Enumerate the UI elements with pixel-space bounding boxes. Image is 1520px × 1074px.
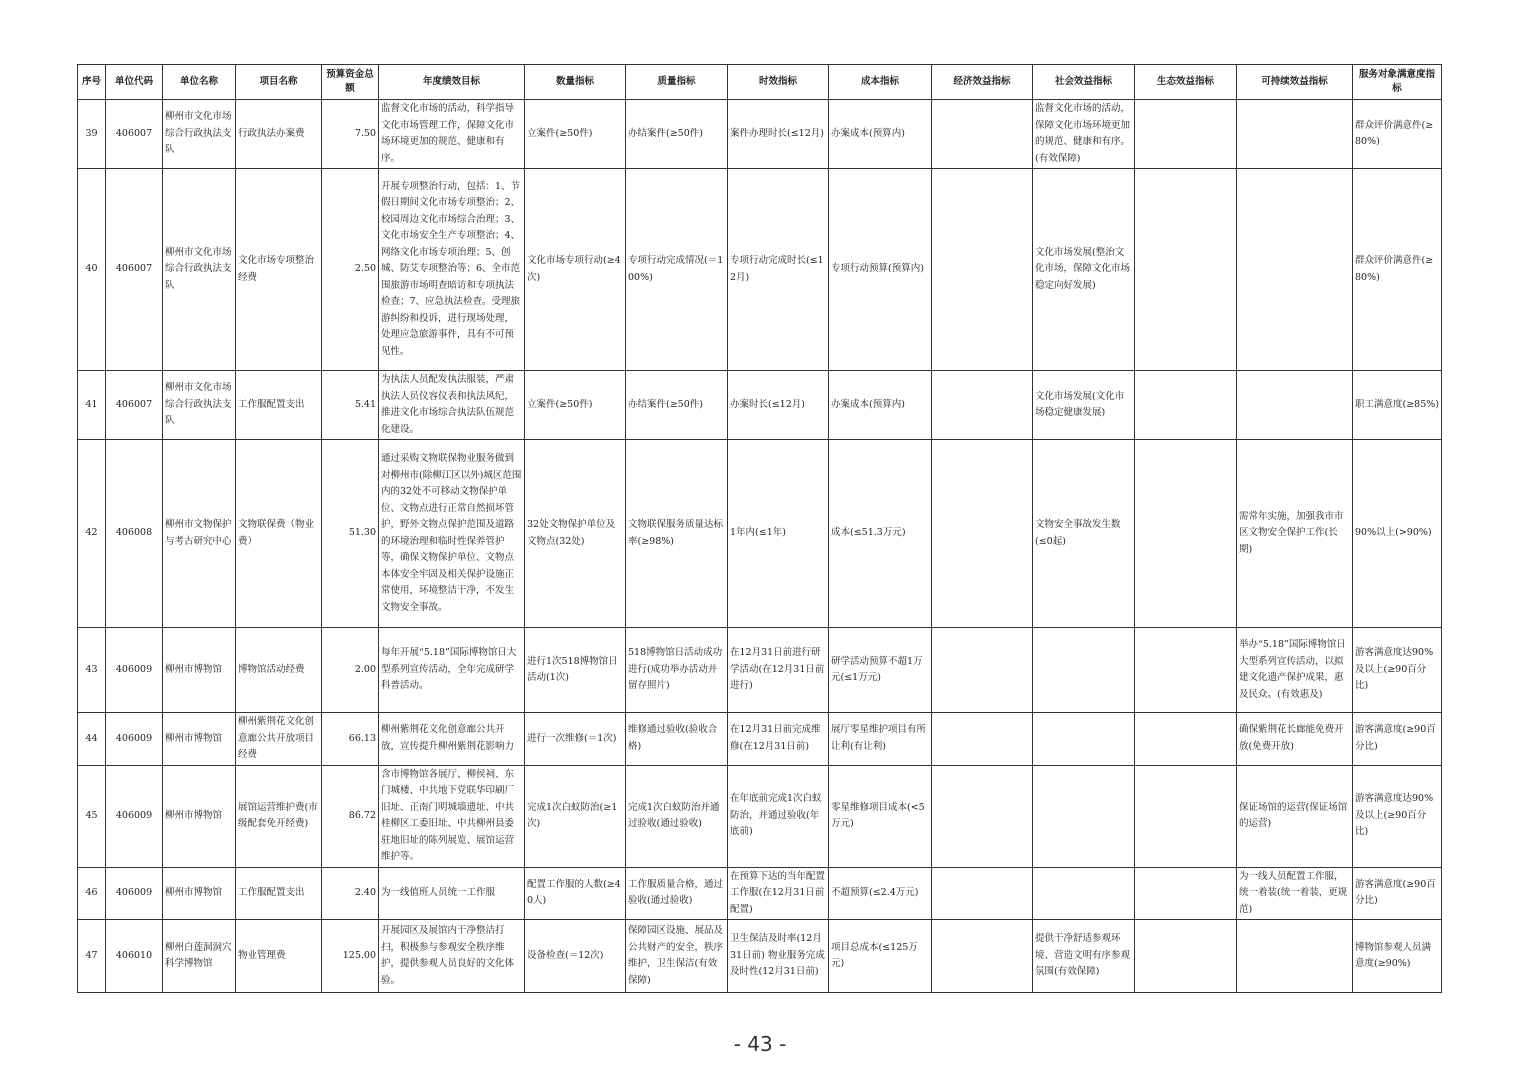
cell-unit-name: 柳州市文物保护与考古研究中心 (163, 440, 236, 628)
cell-social (1033, 765, 1135, 867)
cell-annual-goal: 柳州紫荆花文化创意廊公共开放，宣传提升柳州紫荆花影响力 (379, 713, 525, 766)
cell-cost: 办案成本(预算内) (829, 371, 932, 440)
cell-ecological (1135, 371, 1237, 440)
table-row (78, 867, 1442, 920)
cell-index: 44 (78, 713, 106, 766)
cell-index: 45 (78, 765, 106, 867)
cell-ecological (1135, 713, 1237, 766)
cell-cost: 零星维修项目成本(<5万元) (829, 765, 932, 867)
cell-quality: 办结案件(≥50件) (626, 100, 728, 169)
cell-timeliness: 案件办理时长(≤12月) (728, 100, 829, 169)
cell-index: 46 (78, 867, 106, 920)
cell-social (1033, 713, 1135, 766)
cell-unit-name: 柳州市文化市场综合行政执法支队 (163, 371, 236, 440)
cell-project-name: 柳州紫荆花文化创意廊公共开放项目经费 (236, 713, 322, 766)
cell-ecological (1135, 440, 1237, 628)
cell-economic (932, 628, 1033, 713)
cell-unit-code: 406009 (106, 765, 163, 867)
col-header-unit-name: 单位名称 (163, 65, 236, 100)
cell-budget: 2.40 (322, 867, 379, 920)
cell-timeliness: 在年底前完成1次白蚁防治，并通过验收(年底前) (728, 765, 829, 867)
cell-satisfaction: 90%以上(>90%) (1353, 440, 1442, 628)
cell-ecological (1135, 867, 1237, 920)
cell-quantity: 文化市场专项行动(≥4次) (525, 169, 626, 371)
col-header-social: 社会效益指标 (1033, 65, 1135, 100)
cell-cost: 展厅零星维护项目有所让利(有让利) (829, 713, 932, 766)
performance-table (77, 64, 1442, 993)
col-header-index: 序号 (78, 65, 106, 100)
cell-cost: 专项行动预算(预算内) (829, 169, 932, 371)
cell-quantity: 立案件(≥50件) (525, 371, 626, 440)
cell-cost: 研学活动预算不超1万元(≤1万元) (829, 628, 932, 713)
col-header-quality: 质量指标 (626, 65, 728, 100)
cell-timeliness: 在12月31日前进行研学活动(在12月31日前进行) (728, 628, 829, 713)
col-header-cost: 成本指标 (829, 65, 932, 100)
cell-budget: 5.41 (322, 371, 379, 440)
cell-project-name: 博物馆活动经费 (236, 628, 322, 713)
cell-index: 40 (78, 169, 106, 371)
cell-sustainable (1237, 169, 1353, 371)
page-number: - 43 - (733, 1032, 787, 1056)
cell-unit-name: 柳州市博物馆 (163, 867, 236, 920)
cell-quality: 专项行动完成情况(＝100%) (626, 169, 728, 371)
cell-satisfaction: 职工满意度(≥85%) (1353, 371, 1442, 440)
cell-annual-goal: 监督文化市场的活动，科学指导文化市场管理工作，保障文化市场环境更加的规范、健康和有序。 (379, 100, 525, 169)
cell-economic (932, 100, 1033, 169)
cell-sustainable (1237, 371, 1353, 440)
cell-project-name: 物业管理费 (236, 920, 322, 993)
cell-annual-goal: 每年开展“5.18”国际博物馆日大型系列宣传活动，全年完成研学科普活动。 (379, 628, 525, 713)
cell-cost: 不超预算(≤2.4万元) (829, 867, 932, 920)
table-row (78, 169, 1442, 371)
cell-unit-code: 406009 (106, 867, 163, 920)
cell-satisfaction: 游客满意度(≥90百分比) (1353, 713, 1442, 766)
cell-annual-goal: 开展园区及展馆内干净整洁打扫，积极参与参观安全秩序维护，提供参观人员良好的文化体验。 (379, 920, 525, 993)
cell-budget: 51.30 (322, 440, 379, 628)
col-header-quantity: 数量指标 (525, 65, 626, 100)
cell-quantity: 32处文物保护单位及文物点(32处) (525, 440, 626, 628)
cell-quality: 完成1次白蚁防治并通过验收(通过验收) (626, 765, 728, 867)
header-row (78, 65, 1442, 100)
cell-unit-code: 406008 (106, 440, 163, 628)
cell-quality: 文物联保服务质量达标率(≥98%) (626, 440, 728, 628)
table-row (78, 920, 1442, 993)
cell-unit-name: 柳州市博物馆 (163, 713, 236, 766)
cell-sustainable: 确保紫荆花长廊能免费开放(免费开放) (1237, 713, 1353, 766)
cell-annual-goal: 为一线值班人员统一工作服 (379, 867, 525, 920)
table-row (78, 713, 1442, 766)
cell-cost: 办案成本(预算内) (829, 100, 932, 169)
cell-quantity: 立案件(≥50件) (525, 100, 626, 169)
cell-annual-goal: 开展专项整治行动，包括：1、节假日期间文化市场专项整治；2、校园周边文化市场综合治理；3、文化市场安全生产专项整治；4、网络文化市场专项治理；5、创城、防艾专项整治等；6、全市范围旅游市场明查暗访和专项执法检查；7、应急执法检查。受理旅游纠纷和投诉，进行现场处理，处理应急旅游事件，具有不可预见性。 (379, 169, 525, 371)
table-row (78, 100, 1442, 169)
cell-sustainable: 为一线人员配置工作服，统一着装(统一着装，更规范) (1237, 867, 1353, 920)
col-header-unit-code: 单位代码 (106, 65, 163, 100)
col-header-ecological: 生态效益指标 (1135, 65, 1237, 100)
cell-ecological (1135, 100, 1237, 169)
cell-sustainable: 需常年实施，加强我市市区文物安全保护工作(长期) (1237, 440, 1353, 628)
cell-social: 提供干净舒适参观环境、营造文明有序参观氛围(有效保障) (1033, 920, 1135, 993)
cell-satisfaction: 博物馆参观人员满意度(≥90%) (1353, 920, 1442, 993)
cell-social: 文化市场发展(整治文化市场，保障文化市场稳定向好发展) (1033, 169, 1135, 371)
cell-satisfaction: 游客满意度达90%及以上(≥90百分比) (1353, 628, 1442, 713)
cell-social (1033, 628, 1135, 713)
cell-ecological (1135, 920, 1237, 993)
cell-project-name: 文化市场专项整治经费 (236, 169, 322, 371)
cell-social (1033, 867, 1135, 920)
cell-index: 47 (78, 920, 106, 993)
cell-economic (932, 713, 1033, 766)
cell-project-name: 工作服配置支出 (236, 867, 322, 920)
cell-cost: 成本(≤51.3万元) (829, 440, 932, 628)
cell-cost: 项目总成本(≤125万元) (829, 920, 932, 993)
cell-budget: 7.50 (322, 100, 379, 169)
cell-unit-code: 406007 (106, 371, 163, 440)
cell-timeliness: 卫生保洁及时率(12月31日前) 物业服务完成及时性(12月31日前) (728, 920, 829, 993)
cell-timeliness: 在12月31日前完成维修(在12月31日前) (728, 713, 829, 766)
table-row (78, 371, 1442, 440)
cell-sustainable: 保证场馆的运营(保证场馆的运营) (1237, 765, 1353, 867)
cell-quality: 工作服质量合格，通过验收(通过验收) (626, 867, 728, 920)
cell-quality: 办结案件(≥50件) (626, 371, 728, 440)
cell-satisfaction: 群众评价满意件(≥80%) (1353, 169, 1442, 371)
cell-ecological (1135, 169, 1237, 371)
cell-budget: 125.00 (322, 920, 379, 993)
col-header-satisfaction: 服务对象满意度指标 (1353, 65, 1442, 100)
col-header-annual-goal: 年度绩效目标 (379, 65, 525, 100)
cell-index: 43 (78, 628, 106, 713)
cell-quality: 518博物馆日活动成功进行(成功举办活动并留存照片) (626, 628, 728, 713)
cell-economic (932, 169, 1033, 371)
cell-ecological (1135, 628, 1237, 713)
cell-budget: 66.13 (322, 713, 379, 766)
cell-unit-code: 406009 (106, 628, 163, 713)
cell-unit-code: 406007 (106, 100, 163, 169)
cell-project-name: 工作服配置支出 (236, 371, 322, 440)
cell-project-name: 行政执法办案费 (236, 100, 322, 169)
cell-sustainable: 举办“5.18”国际博物馆日大型系列宣传活动，以拟建文化遗产保护成果，惠及民众。(有效惠及) (1237, 628, 1353, 713)
table-row (78, 440, 1442, 628)
col-header-economic: 经济效益指标 (932, 65, 1033, 100)
cell-quantity: 完成1次白蚁防治(≥1次) (525, 765, 626, 867)
cell-unit-name: 柳州白莲洞洞穴科学博物馆 (163, 920, 236, 993)
col-header-project-name: 项目名称 (236, 65, 322, 100)
cell-economic (932, 867, 1033, 920)
table-row (78, 628, 1442, 713)
col-header-budget: 预算资金总额 (322, 65, 379, 100)
cell-social: 监督文化市场的活动，保障文化市场环境更加的规范、健康和有序。(有效保障) (1033, 100, 1135, 169)
cell-unit-name: 柳州市文化市场综合行政执法支队 (163, 100, 236, 169)
cell-timeliness: 专项行动完成时长(≤12月) (728, 169, 829, 371)
cell-unit-code: 406007 (106, 169, 163, 371)
cell-sustainable (1237, 100, 1353, 169)
cell-economic (932, 440, 1033, 628)
col-header-timeliness: 时效指标 (728, 65, 829, 100)
cell-timeliness: 在预算下达的当年配置工作服(在12月31日前配置) (728, 867, 829, 920)
cell-quality: 保障园区设施、展品及公共财产的安全，秩序维护，卫生保洁(有效保障) (626, 920, 728, 993)
cell-annual-goal: 含市博物馆各展厅、柳侯祠、东门城楼、中共地下党联华印刷厂旧址、正南门明城墙遗址、中共桂柳区工委旧址、中共柳州县委驻地旧址的陈列展览、展馆运营维护等。 (379, 765, 525, 867)
cell-quantity: 设备检查(＝12次) (525, 920, 626, 993)
table-row (78, 765, 1442, 867)
cell-economic (932, 371, 1033, 440)
cell-sustainable (1237, 920, 1353, 993)
cell-quantity: 配置工作服的人数(≥40人) (525, 867, 626, 920)
cell-budget: 2.50 (322, 169, 379, 371)
cell-unit-name: 柳州市文化市场综合行政执法支队 (163, 169, 236, 371)
cell-index: 39 (78, 100, 106, 169)
cell-social: 文化市场发展(文化市场稳定健康发展) (1033, 371, 1135, 440)
cell-social: 文物安全事故发生数(≤0起) (1033, 440, 1135, 628)
cell-economic (932, 920, 1033, 993)
cell-economic (932, 765, 1033, 867)
cell-timeliness: 办案时长(≤12月) (728, 371, 829, 440)
cell-unit-name: 柳州市博物馆 (163, 765, 236, 867)
cell-unit-name: 柳州市博物馆 (163, 628, 236, 713)
cell-quality: 维修通过验收(验收合格) (626, 713, 728, 766)
cell-quantity: 进行一次维修(＝1次) (525, 713, 626, 766)
cell-project-name: 展馆运营维护费(市级配套免开经费) (236, 765, 322, 867)
cell-satisfaction: 游客满意度(≥90百分比) (1353, 867, 1442, 920)
cell-annual-goal: 为执法人员配发执法服装，严肃执法人员仪容仪表和执法风纪，推进文化市场综合执法队伍规范化建设。 (379, 371, 525, 440)
cell-budget: 2.00 (322, 628, 379, 713)
cell-unit-code: 406010 (106, 920, 163, 993)
cell-ecological (1135, 765, 1237, 867)
cell-satisfaction: 游客满意度达90%及以上(≥90百分比) (1353, 765, 1442, 867)
cell-annual-goal: 通过采购文物联保物业服务做到对柳州市(除柳江区以外)城区范围内的32处不可移动文物保护单位、文物点进行正常自然损坏管护，野外文物点保护范围及道路的环境治理和临时性保养管护等，确保文物保护单位、文物点本体安全牢固及相关保护设施正常使用，环境整洁干净，不发生文物安全事故。 (379, 440, 525, 628)
cell-timeliness: 1年内(≤1年) (728, 440, 829, 628)
cell-unit-code: 406009 (106, 713, 163, 766)
col-header-sustainable: 可持续效益指标 (1237, 65, 1353, 100)
cell-budget: 86.72 (322, 765, 379, 867)
cell-quantity: 进行1次518博物馆日活动(1次) (525, 628, 626, 713)
cell-index: 42 (78, 440, 106, 628)
cell-satisfaction: 群众评价满意件(≥80%) (1353, 100, 1442, 169)
cell-project-name: 文物联保费（物业费） (236, 440, 322, 628)
cell-index: 41 (78, 371, 106, 440)
